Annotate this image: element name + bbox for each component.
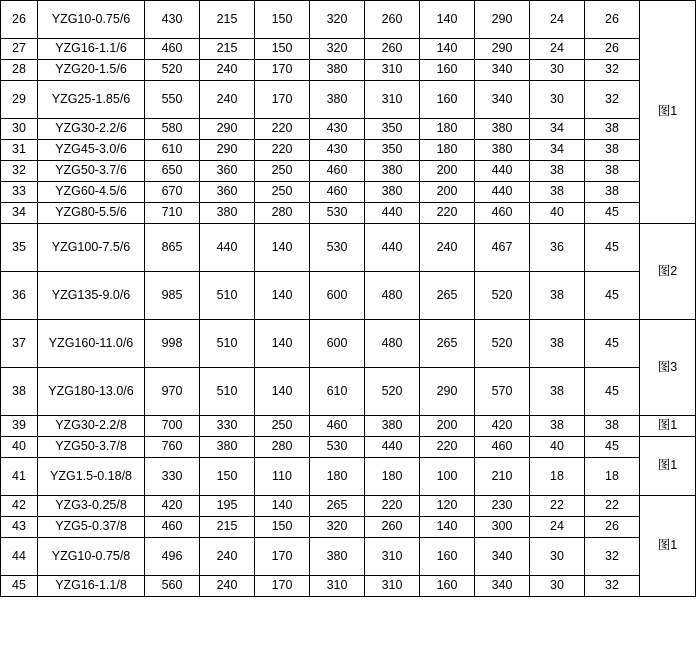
figure-reference-cell: 图1: [640, 496, 696, 597]
dimension-cell-v3: 110: [255, 458, 310, 496]
dimension-cell-v2: 240: [200, 538, 255, 576]
dimension-cell-v2: 380: [200, 437, 255, 458]
dimension-cell-v6: 265: [420, 320, 475, 368]
dimension-cell-v4: 460: [310, 416, 365, 437]
dimension-cell-v3: 150: [255, 39, 310, 60]
model-cell: [38, 576, 145, 597]
figure-reference-cell: 图1: [640, 416, 696, 437]
table-row: [1, 272, 696, 320]
dimension-cell-v8: 40: [530, 203, 585, 224]
dimension-cell-v7: 440: [475, 161, 530, 182]
row-index-cell: 26: [1, 1, 38, 39]
dimension-cell-v7: 420: [475, 416, 530, 437]
dimension-cell-v6: 220: [420, 203, 475, 224]
dimension-cell-v9: 18: [585, 458, 640, 496]
dimension-cell-v6: 200: [420, 416, 475, 437]
dimension-cell-v7: 210: [475, 458, 530, 496]
dimension-cell-v8: 24: [530, 517, 585, 538]
dimension-cell-v9: 32: [585, 576, 640, 597]
model-label: YZG30-2.2/6: [55, 121, 127, 136]
dimension-cell-v8: 38: [530, 272, 585, 320]
row-index-cell: 39: [1, 416, 38, 437]
dimension-cell-v4: 530: [310, 203, 365, 224]
row-index-cell: 37: [1, 320, 38, 368]
dimension-cell-v3: 140: [255, 368, 310, 416]
dimension-cell-v7: 520: [475, 320, 530, 368]
model-label: YZG10-0.75/6: [51, 11, 131, 26]
row-index-cell: 29: [1, 81, 38, 119]
dimension-cell-v9: 45: [585, 368, 640, 416]
dimension-cell-v7: 300: [475, 517, 530, 538]
model-cell: [38, 496, 145, 517]
model-cell: [38, 140, 145, 161]
dimension-cell-v9: 45: [585, 203, 640, 224]
dimension-cell-v9: 45: [585, 320, 640, 368]
dimension-cell-v5: 380: [365, 416, 420, 437]
dimension-cell-v9: 32: [585, 60, 640, 81]
row-index-cell: 27: [1, 39, 38, 60]
dimension-cell-v4: 530: [310, 224, 365, 272]
dimension-cell-v1: 460: [145, 39, 200, 60]
table-row: [1, 496, 696, 517]
dimension-cell-v1: 420: [145, 496, 200, 517]
dimension-cell-v2: 360: [200, 182, 255, 203]
table-row: [1, 119, 696, 140]
model-cell: [38, 224, 145, 272]
table-row: [1, 39, 696, 60]
model-label: YZG3-0.25/8: [55, 498, 127, 513]
dimension-cell-v7: 290: [475, 1, 530, 39]
dimension-cell-v1: 580: [145, 119, 200, 140]
dimension-cell-v5: 380: [365, 161, 420, 182]
dimension-cell-v5: 180: [365, 458, 420, 496]
dimension-cell-v5: 480: [365, 320, 420, 368]
model-label: YZG135-9.0/6: [51, 287, 131, 302]
dimension-cell-v5: 310: [365, 60, 420, 81]
dimension-cell-v2: 330: [200, 416, 255, 437]
dimension-cell-v7: 290: [475, 39, 530, 60]
dimension-cell-v9: 38: [585, 182, 640, 203]
dimension-cell-v3: 140: [255, 272, 310, 320]
dimension-cell-v9: 22: [585, 496, 640, 517]
dimension-cell-v8: 34: [530, 140, 585, 161]
model-label: YZG80-5.5/6: [55, 205, 127, 220]
dimension-cell-v7: 440: [475, 182, 530, 203]
dimension-cell-v9: 38: [585, 416, 640, 437]
dimension-cell-v4: 265: [310, 496, 365, 517]
dimension-cell-v4: 320: [310, 517, 365, 538]
dimension-cell-v7: 340: [475, 81, 530, 119]
dimension-cell-v2: 360: [200, 161, 255, 182]
dimension-cell-v9: 38: [585, 119, 640, 140]
dimension-cell-v6: 160: [420, 60, 475, 81]
dimension-cell-v3: 140: [255, 320, 310, 368]
dimension-cell-v5: 260: [365, 1, 420, 39]
dimension-cell-v6: 140: [420, 1, 475, 39]
dimension-cell-v6: 200: [420, 161, 475, 182]
dimension-cell-v7: 380: [475, 140, 530, 161]
table-row: [1, 416, 696, 437]
dimension-cell-v1: 520: [145, 60, 200, 81]
table-row: [1, 81, 696, 119]
model-cell: [38, 368, 145, 416]
dimension-cell-v6: 240: [420, 224, 475, 272]
table-row: [1, 182, 696, 203]
model-label: YZG60-4.5/6: [55, 184, 127, 199]
dimension-cell-v3: 170: [255, 81, 310, 119]
table-row: [1, 538, 696, 576]
row-index-cell: 44: [1, 538, 38, 576]
model-cell: [38, 272, 145, 320]
table-row: [1, 368, 696, 416]
model-label: YZG16-1.1/6: [55, 41, 127, 56]
dimension-cell-v5: 310: [365, 538, 420, 576]
dimension-cell-v3: 250: [255, 416, 310, 437]
dimension-cell-v1: 710: [145, 203, 200, 224]
dimension-cell-v8: 38: [530, 161, 585, 182]
dimension-cell-v2: 240: [200, 81, 255, 119]
dimension-cell-v8: 30: [530, 81, 585, 119]
dimension-cell-v8: 30: [530, 538, 585, 576]
dimension-cell-v8: 24: [530, 1, 585, 39]
dimension-cell-v9: 26: [585, 1, 640, 39]
dimension-cell-v7: 460: [475, 203, 530, 224]
row-index-cell: 34: [1, 203, 38, 224]
dimension-cell-v9: 32: [585, 81, 640, 119]
dimension-cell-v4: 320: [310, 1, 365, 39]
dimension-cell-v6: 160: [420, 81, 475, 119]
row-index-cell: 41: [1, 458, 38, 496]
dimension-cell-v7: 570: [475, 368, 530, 416]
table-row: [1, 320, 696, 368]
model-cell: [38, 203, 145, 224]
dimension-cell-v6: 100: [420, 458, 475, 496]
dimension-cell-v4: 310: [310, 576, 365, 597]
dimension-cell-v8: 18: [530, 458, 585, 496]
dimension-cell-v5: 310: [365, 576, 420, 597]
table-row: [1, 60, 696, 81]
model-cell: [38, 1, 145, 39]
dimension-cell-v8: 34: [530, 119, 585, 140]
dimension-cell-v6: 160: [420, 538, 475, 576]
dimension-cell-v9: 38: [585, 140, 640, 161]
dimension-cell-v5: 260: [365, 517, 420, 538]
dimension-cell-v2: 195: [200, 496, 255, 517]
table-row: [1, 517, 696, 538]
model-cell: [38, 60, 145, 81]
dimension-cell-v5: 440: [365, 437, 420, 458]
model-cell: [38, 320, 145, 368]
table-row: [1, 140, 696, 161]
model-cell: [38, 416, 145, 437]
dimension-cell-v3: 220: [255, 140, 310, 161]
dimension-cell-v6: 140: [420, 517, 475, 538]
dimension-cell-v4: 430: [310, 140, 365, 161]
dimension-cell-v6: 180: [420, 119, 475, 140]
dimension-cell-v4: 430: [310, 119, 365, 140]
dimension-cell-v1: 865: [145, 224, 200, 272]
row-index-cell: 38: [1, 368, 38, 416]
dimension-cell-v4: 380: [310, 538, 365, 576]
dimension-cell-v9: 26: [585, 517, 640, 538]
dimension-cell-v7: 340: [475, 538, 530, 576]
dimension-cell-v9: 32: [585, 538, 640, 576]
table-row: [1, 224, 696, 272]
dimension-cell-v6: 200: [420, 182, 475, 203]
model-cell: [38, 39, 145, 60]
row-index-cell: 35: [1, 224, 38, 272]
dimension-cell-v2: 290: [200, 140, 255, 161]
dimension-cell-v9: 26: [585, 39, 640, 60]
dimension-cell-v1: 760: [145, 437, 200, 458]
dimension-cell-v3: 250: [255, 182, 310, 203]
row-index-cell: 40: [1, 437, 38, 458]
model-cell: [38, 458, 145, 496]
dimension-cell-v5: 350: [365, 119, 420, 140]
dimension-cell-v5: 440: [365, 203, 420, 224]
model-label: YZG50-3.7/6: [55, 163, 127, 178]
dimension-cell-v7: 467: [475, 224, 530, 272]
dimension-cell-v8: 38: [530, 320, 585, 368]
dimension-cell-v4: 460: [310, 182, 365, 203]
dimension-cell-v6: 120: [420, 496, 475, 517]
dimension-cell-v5: 520: [365, 368, 420, 416]
dimension-cell-v4: 460: [310, 161, 365, 182]
dimension-cell-v2: 290: [200, 119, 255, 140]
dimension-cell-v4: 600: [310, 320, 365, 368]
dimension-cell-v2: 380: [200, 203, 255, 224]
model-cell: [38, 119, 145, 140]
model-cell: [38, 538, 145, 576]
dimension-cell-v3: 140: [255, 224, 310, 272]
dimension-cell-v2: 215: [200, 517, 255, 538]
dimension-cell-v1: 496: [145, 538, 200, 576]
row-index-cell: 33: [1, 182, 38, 203]
row-index-cell: 30: [1, 119, 38, 140]
model-label: YZG10-0.75/8: [51, 548, 131, 563]
dimension-cell-v1: 650: [145, 161, 200, 182]
dimension-cell-v4: 180: [310, 458, 365, 496]
dimension-cell-v7: 340: [475, 60, 530, 81]
dimension-cell-v5: 380: [365, 182, 420, 203]
dimension-cell-v8: 38: [530, 416, 585, 437]
dimension-cell-v7: 340: [475, 576, 530, 597]
dimension-cell-v8: 22: [530, 496, 585, 517]
dimension-cell-v2: 215: [200, 1, 255, 39]
row-index-cell: 32: [1, 161, 38, 182]
dimension-cell-v1: 610: [145, 140, 200, 161]
dimension-cell-v3: 170: [255, 576, 310, 597]
dimension-cell-v2: 440: [200, 224, 255, 272]
table-row: [1, 1, 696, 39]
dimension-cell-v4: 320: [310, 39, 365, 60]
table-row: [1, 161, 696, 182]
dimension-cell-v5: 440: [365, 224, 420, 272]
table-row: [1, 576, 696, 597]
dimension-cell-v2: 215: [200, 39, 255, 60]
dimension-cell-v5: 480: [365, 272, 420, 320]
dimension-cell-v4: 600: [310, 272, 365, 320]
table-row: [1, 203, 696, 224]
dimension-cell-v8: 38: [530, 368, 585, 416]
dimension-cell-v2: 510: [200, 320, 255, 368]
figure-reference-cell: 图1: [640, 1, 696, 224]
row-index-cell: 42: [1, 496, 38, 517]
model-label: YZG25-1.85/6: [51, 91, 131, 106]
model-cell: [38, 517, 145, 538]
figure-reference-cell: 图1: [640, 437, 696, 496]
dimension-cell-v8: 38: [530, 182, 585, 203]
dimension-cell-v9: 45: [585, 272, 640, 320]
dimension-cell-v1: 985: [145, 272, 200, 320]
dimension-cell-v1: 560: [145, 576, 200, 597]
dimension-cell-v5: 310: [365, 81, 420, 119]
dimension-cell-v1: 460: [145, 517, 200, 538]
dimension-cell-v6: 265: [420, 272, 475, 320]
dimension-cell-v9: 45: [585, 224, 640, 272]
dimension-cell-v1: 430: [145, 1, 200, 39]
dimension-cell-v7: 230: [475, 496, 530, 517]
dimension-cell-v6: 140: [420, 39, 475, 60]
dimension-cell-v6: 180: [420, 140, 475, 161]
figure-reference-cell: 图3: [640, 320, 696, 416]
dimension-cell-v1: 550: [145, 81, 200, 119]
dimension-cell-v7: 380: [475, 119, 530, 140]
row-index-cell: 28: [1, 60, 38, 81]
dimension-cell-v8: 24: [530, 39, 585, 60]
model-label: YZG50-3.7/8: [55, 439, 127, 454]
dimension-cell-v9: 45: [585, 437, 640, 458]
figure-reference-cell: 图2: [640, 224, 696, 320]
dimension-cell-v2: 510: [200, 368, 255, 416]
dimension-cell-v8: 36: [530, 224, 585, 272]
dimension-cell-v4: 380: [310, 60, 365, 81]
dimension-cell-v1: 330: [145, 458, 200, 496]
dimension-cell-v3: 150: [255, 517, 310, 538]
dimension-cell-v1: 998: [145, 320, 200, 368]
dimension-cell-v8: 30: [530, 576, 585, 597]
dimension-cell-v6: 220: [420, 437, 475, 458]
dimension-cell-v8: 40: [530, 437, 585, 458]
dimension-cell-v1: 670: [145, 182, 200, 203]
dimension-cell-v3: 150: [255, 1, 310, 39]
row-index-cell: 36: [1, 272, 38, 320]
dimension-cell-v7: 460: [475, 437, 530, 458]
dimension-cell-v2: 240: [200, 60, 255, 81]
dimension-cell-v6: 160: [420, 576, 475, 597]
dimension-cell-v3: 140: [255, 496, 310, 517]
model-label: YZG30-2.2/8: [55, 418, 127, 433]
dimension-cell-v3: 170: [255, 60, 310, 81]
dimension-cell-v3: 280: [255, 437, 310, 458]
model-cell: [38, 81, 145, 119]
model-label: YZG5-0.37/8: [55, 519, 127, 534]
dimension-cell-v6: 290: [420, 368, 475, 416]
dimension-cell-v3: 220: [255, 119, 310, 140]
dimension-cell-v8: 30: [530, 60, 585, 81]
model-label: YZG100-7.5/6: [51, 239, 131, 254]
dimension-cell-v5: 220: [365, 496, 420, 517]
dimension-cell-v2: 150: [200, 458, 255, 496]
dimension-cell-v4: 610: [310, 368, 365, 416]
dimension-cell-v3: 170: [255, 538, 310, 576]
model-label: YZG180-13.0/6: [48, 383, 134, 398]
model-label: YZG16-1.1/8: [55, 578, 127, 593]
dimension-cell-v5: 350: [365, 140, 420, 161]
dimension-cell-v9: 38: [585, 161, 640, 182]
dimension-cell-v7: 520: [475, 272, 530, 320]
dimension-cell-v4: 380: [310, 81, 365, 119]
dimension-cell-v4: 530: [310, 437, 365, 458]
table-row: [1, 437, 696, 458]
model-label: YZG1.5-0.18/8: [50, 468, 132, 483]
dimension-cell-v5: 260: [365, 39, 420, 60]
dimension-cell-v3: 280: [255, 203, 310, 224]
dimension-cell-v3: 250: [255, 161, 310, 182]
model-cell: [38, 182, 145, 203]
row-index-cell: 45: [1, 576, 38, 597]
table-row: [1, 458, 696, 496]
dimension-cell-v2: 510: [200, 272, 255, 320]
model-label: YZG160-11.0/6: [48, 335, 134, 350]
model-cell: [38, 161, 145, 182]
row-index-cell: 43: [1, 517, 38, 538]
model-label: YZG45-3.0/6: [55, 142, 127, 157]
dimension-cell-v1: 970: [145, 368, 200, 416]
model-label: YZG20-1.5/6: [55, 62, 127, 77]
row-index-cell: 31: [1, 140, 38, 161]
dimension-cell-v2: 240: [200, 576, 255, 597]
table-body: [1, 1, 696, 597]
model-cell: [38, 437, 145, 458]
dimension-cell-v1: 700: [145, 416, 200, 437]
